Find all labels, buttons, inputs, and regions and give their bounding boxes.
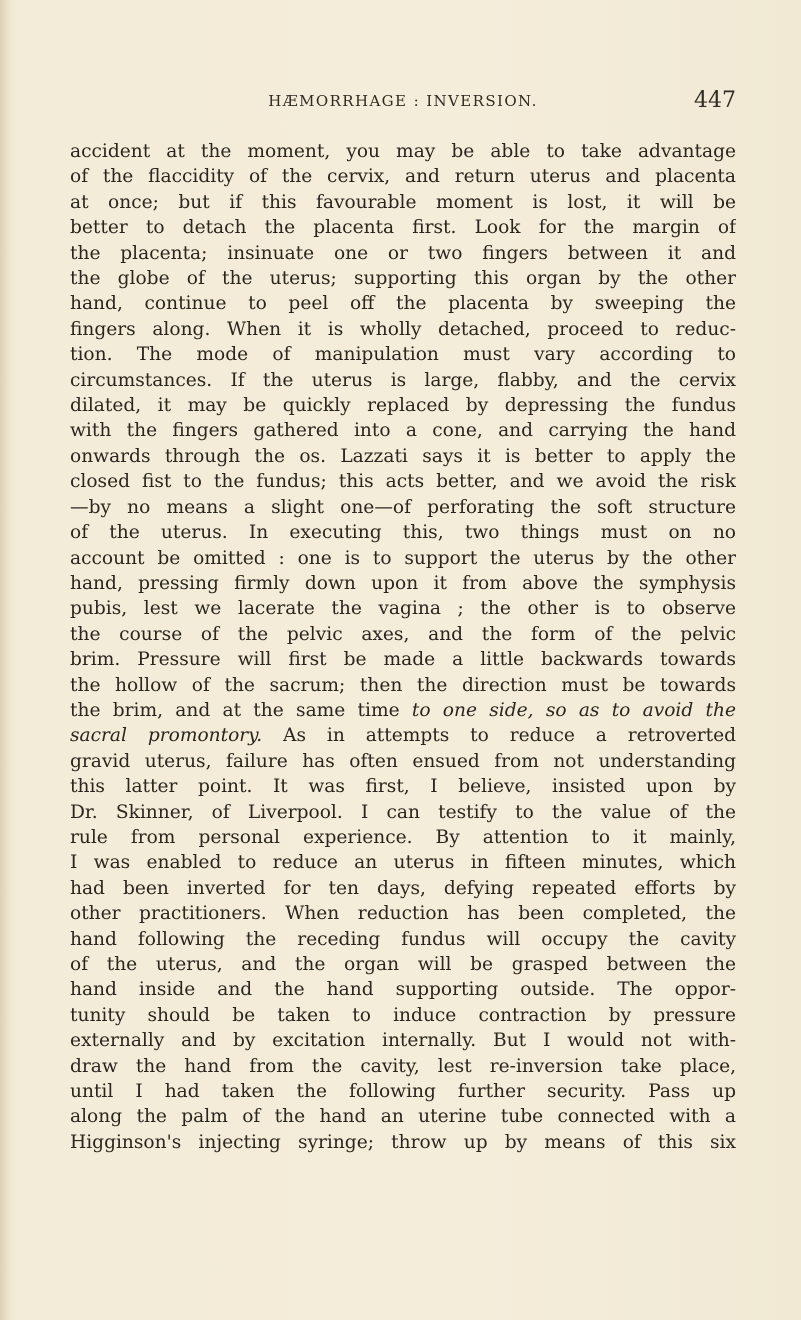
text-line: onwards through the os. Lazzati says it is better to apply the [70, 445, 736, 467]
text-line: other practitioners. When reduction has been completed, the [70, 903, 736, 925]
text-line: with the fingers gathered into a cone, and carrying the hand [70, 420, 736, 442]
text-line: —by no means a slight one—of perforating the soft structure [70, 496, 736, 518]
page-number: 447 [694, 88, 736, 113]
text-line: of the uterus. In executing this, two things must on no [70, 522, 736, 544]
text-line-with-italic [70, 698, 736, 723]
text-line: Dr. Skinner, of Liverpool. I can testify to the value of the [70, 801, 736, 823]
body-text [70, 139, 736, 1155]
text-line: draw the hand from the cavity, lest re-inversion take place, [70, 1055, 736, 1077]
text-line: fingers along. When it is wholly detached, proceed to reduc- [70, 318, 736, 340]
text-line: the placenta; insinuate one or two fingers between it and [70, 242, 736, 264]
text-line: hand, pressing firmly down upon it from above the symphysis [70, 572, 736, 594]
text-line: of the uterus, and the organ will be grasped between the [70, 954, 736, 975]
text-line: had been inverted for ten days, defying repeated efforts by [70, 877, 736, 899]
text-line: pubis, lest we lacerate the vagina ; the other is to observe [70, 598, 736, 620]
text-line: the course of the pelvic axes, and the form of the pelvic [70, 623, 736, 645]
running-head: HÆMORRHAGE : INVERSION. [268, 92, 538, 110]
text-line: along the palm of the hand an uterine tube connected with a [70, 1106, 736, 1128]
text-line: tunity should be taken to induce contraction by pressure [70, 1004, 736, 1026]
text-line: the hollow of the sacrum; then the direction must be towards [70, 674, 736, 696]
text-line: account be omitted : one is to support the uterus by the other [70, 547, 736, 569]
text-line: at once; but if this favourable moment is lost, it will be [70, 191, 736, 213]
text-line: gravid uterus, failure has often ensued from not understanding [70, 750, 736, 772]
text-line: accident at the moment, you may be able to take advantage [70, 141, 736, 162]
text-line: rule from personal experience. By attention to it mainly, [70, 826, 736, 848]
text-line: hand following the receding fundus will occupy the cavity [70, 928, 736, 950]
text-segment: the brim, and at the same time [70, 699, 400, 721]
text-line: until I had taken the following further security. Pass up [70, 1081, 736, 1103]
text-line: hand inside and the hand supporting outside. The oppor- [70, 979, 736, 1001]
text-line: dilated, it may be quickly replaced by depressing the fundus [70, 395, 736, 417]
text-line: this latter point. It was first, I believe, insisted upon by [70, 776, 736, 798]
text-line-with-italic [70, 723, 736, 748]
text-line: circumstances. If the uterus is large, flabby, and the cervix [70, 369, 736, 391]
italic-phrase: sacral promontory. [70, 725, 263, 747]
text-line: the globe of the uterus; supporting this organ by the other [70, 268, 736, 290]
text-line: of the flaccidity of the cervix, and return uterus and placenta [70, 166, 736, 188]
page-edge-shadow [0, 0, 10, 1320]
italic-phrase: to one side, so as to avoid the [411, 699, 736, 721]
text-line: hand, continue to peel off the placenta by sweeping the [70, 293, 736, 315]
text-segment: As in attempts to reduce a retroverted [283, 725, 736, 747]
text-line: brim. Pressure will first be made a little backwards towards [70, 649, 736, 671]
text-line: Higginson's injecting syringe; throw up by means of this six [70, 1131, 736, 1153]
text-line: closed fist to the fundus; this acts better, and we avoid the risk [70, 471, 736, 493]
text-line: better to detach the placenta first. Look for the margin of [70, 217, 736, 239]
text-line: I was enabled to reduce an uterus in fifteen minutes, which [70, 852, 736, 874]
text-line: tion. The mode of manipulation must vary according to [70, 344, 736, 366]
page-header [70, 88, 736, 124]
text-line: externally and by excitation internally. But I would not with- [70, 1030, 736, 1052]
